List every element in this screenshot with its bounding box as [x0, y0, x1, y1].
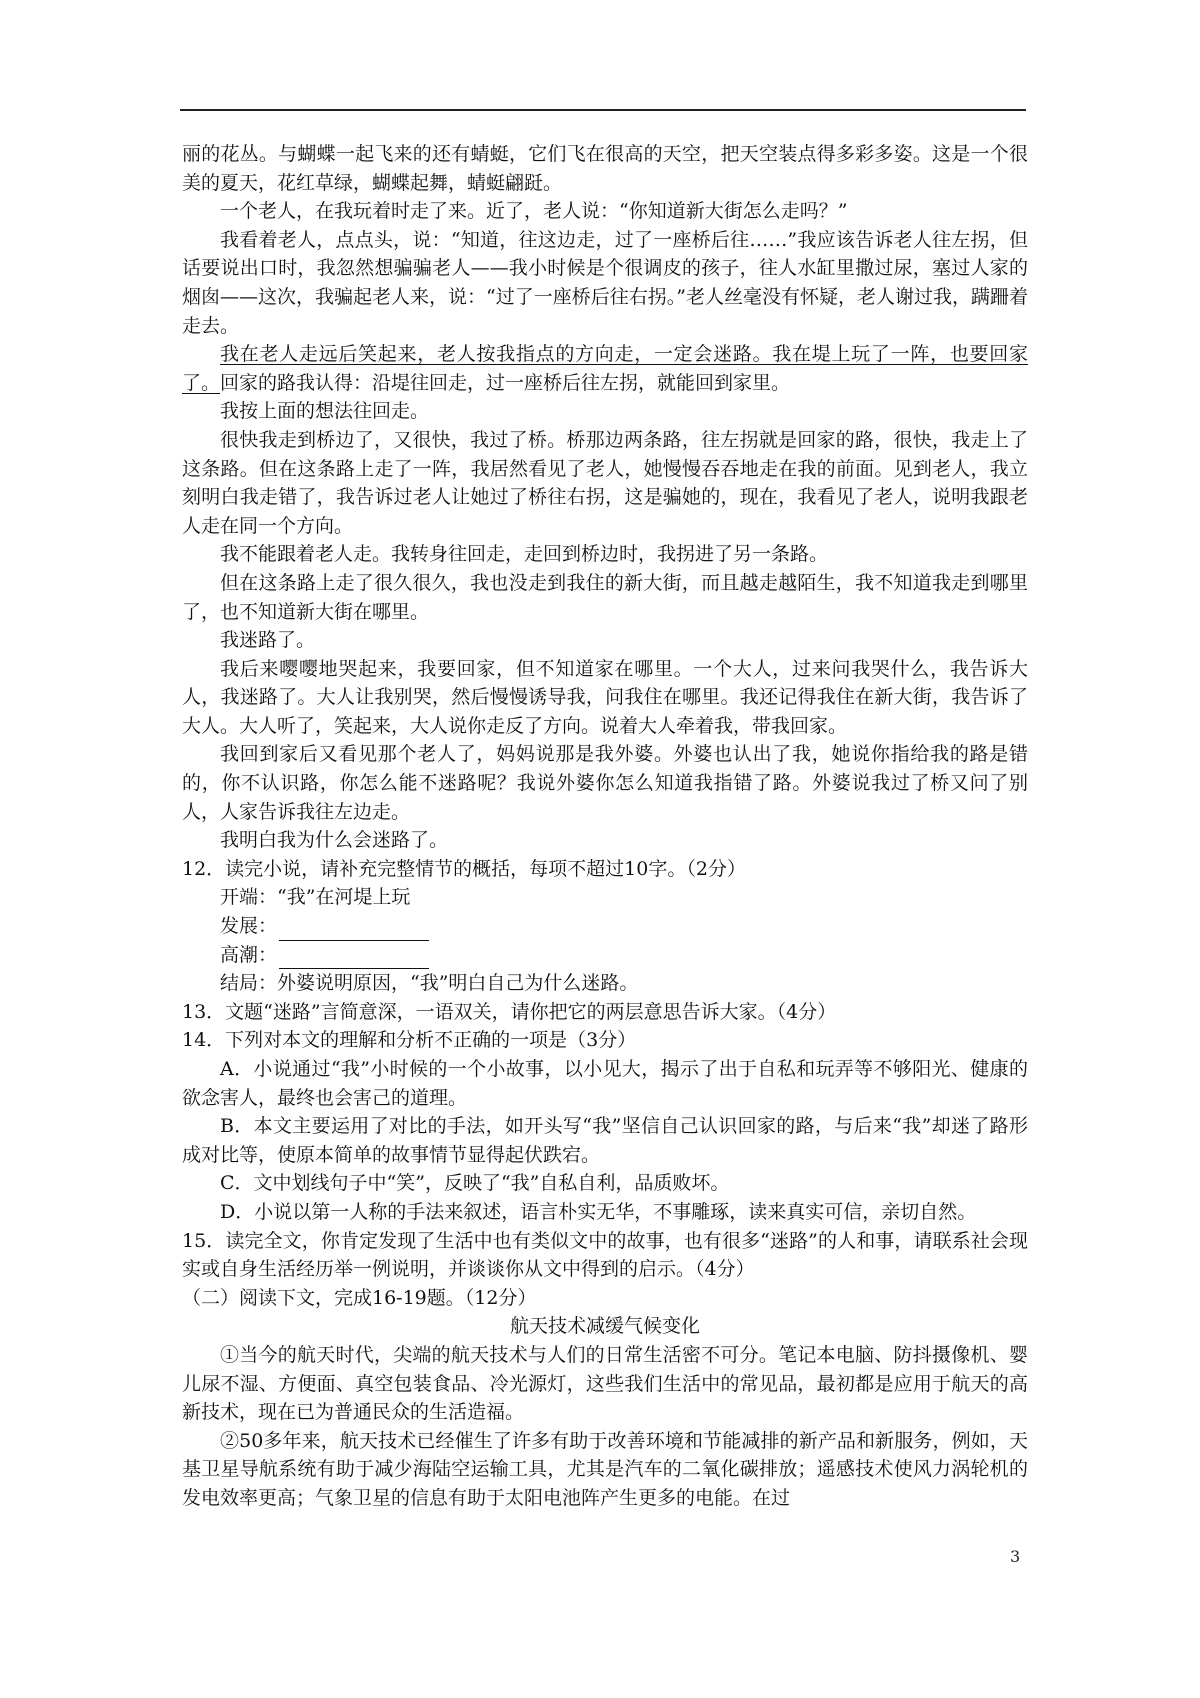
answer-blank-climax[interactable]	[279, 948, 429, 969]
header-rule	[180, 109, 1026, 111]
q14-option-a: A．小说通过“我”小时候的一个小故事，以小见大，揭示了出于自私和玩弄等不够阳光、健康的欲念害人，最终也会害己的道理。	[182, 1058, 1028, 1109]
body-text	[182, 140, 1028, 1513]
question-14: 14．下列对本文的理解和分析不正确的一项是（3分）	[182, 1029, 637, 1052]
answer-blank-development[interactable]	[279, 920, 429, 941]
section-2-heading: （二）阅读下文，完成16-19题。（12分）	[182, 1286, 537, 1309]
article-paragraph-2: ②50多年来，航天技术已经催生了许多有助于改善环境和节能减排的新产品和新服务，例如，天基卫星导航系统有助于减少海陆空运输工具，尤其是汽车的二氧化碳排放；遥感技术使风力涡轮机的发电效率更高；气象卫星的信息有助于太阳电池阵产生更多的电能。在过	[182, 1429, 1028, 1509]
story-paragraph-1: 丽的花丛。与蝴蝶一起飞来的还有蜻蜓，它们飞在很高的天空，把天空装点得多彩多姿。这是一个很美的夏天，花红草绿，蝴蝶起舞，蜻蜓翩跹。	[182, 143, 1028, 194]
story-paragraph-8: 但在这条路上走了很久很久，我也没走到我住的新大街，而且越走越陌生，我不知道我走到哪里了，也不知道新大街在哪里。	[182, 571, 1028, 623]
q14-option-d: D．小说以第一人称的手法来叙述，语言朴实无华，不事雕琢，读来真实可信，亲切自然。	[220, 1200, 977, 1223]
story-paragraph-10: 我后来嘤嘤地哭起来，我要回家，但不知道家在哪里。一个大人，过来问我哭什么，我告诉大人，我迷路了。大人让我别哭，然后慢慢诱导我，问我住在哪里。我还记得我住在新大街，我告诉了大人。大人听了，笑起来，大人说你走反了方向。说着大人牵着我，带我回家。	[182, 657, 1028, 737]
q12-development-label: 发展：	[220, 915, 278, 938]
question-13: 13．文题“迷路”言简意深，一语双关，请你把它的两层意思告诉大家。（4分）	[182, 1000, 837, 1023]
underlined-sentence: 我在老人走远后笑起来，老人按我指点的方向走，一定会迷路。我在堤上玩了一阵，也要回家了。	[182, 343, 1028, 394]
story-paragraph-4	[182, 340, 1028, 397]
q14-option-b: B．本文主要运用了对比的手法，如开头写“我”坚信自己认识回家的路，与后来“我”却迷了路形成对比等，使原本简单的故事情节显得起伏跌宕。	[182, 1115, 1028, 1166]
story-paragraph-5: 我按上面的想法往回走。	[220, 400, 430, 423]
q12-development	[182, 912, 1028, 941]
story-paragraph-4-rest: 回家的路我认得：沿堤往回走，过一座桥后往左拐，就能回到家里。	[220, 371, 791, 394]
article-title: 航天技术减缓气候变化	[509, 1315, 700, 1338]
page-number: 3	[1010, 1547, 1021, 1566]
q12-start: 开端：“我”在河堤上玩	[220, 886, 411, 909]
story-paragraph-6: 很快我走到桥边了，又很快，我过了桥。桥那边两条路，往左拐就是回家的路，很快，我走上了这条路。但在这条路上走了一阵，我居然看见了老人，她慢慢吞吞地走在我的前面。见到老人，我立刻明白我走错了，我告诉过老人让她过了桥往右拐，这是骗她的，现在，我看见了老人，说明我跟老人走在同一个方向。	[182, 428, 1028, 537]
q12-ending: 结局：外婆说明原因，“我”明白自己为什么迷路。	[220, 972, 639, 995]
article-paragraph-1: ①当今的航天时代，尖端的航天技术与人们的日常生活密不可分。笔记本电脑、防抖摄像机、婴儿尿不湿、方便面、真空包装食品、冷光源灯，这些我们生活中的常见品，最初都是应用于航天的高新技术，现在已为普通民众的生活造福。	[182, 1343, 1028, 1424]
question-12: 12．读完小说，请补充完整情节的概括，每项不超过10字。（2分）	[182, 857, 746, 880]
question-15: 15．读完全文，你肯定发现了生活中也有类似文中的故事，也有很多“迷路”的人和事，请联系社会现实或自身生活经历举一例说明，并谈谈你从文中得到的启示。（4分）	[182, 1229, 1028, 1281]
story-paragraph-11: 我回到家后又看见那个老人了，妈妈说那是我外婆。外婆也认出了我，她说你指给我的路是错的，你不认识路，你怎么能不迷路呢？我说外婆你怎么知道我指错了路。外婆说我过了桥又问了别人，人家告诉我往左边走。	[182, 743, 1028, 823]
story-paragraph-7: 我不能跟着老人走。我转身往回走，走回到桥边时，我拐进了另一条路。	[220, 543, 829, 566]
q12-climax-label: 高潮：	[220, 943, 278, 966]
story-paragraph-12: 我明白我为什么会迷路了。	[220, 829, 449, 852]
story-paragraph-9: 我迷路了。	[220, 629, 316, 652]
story-paragraph-3: 我看着老人，点点头，说：“知道，往这边走，过了一座桥后往……”我应该告诉老人往左拐，但话要说出口时，我忽然想骗骗老人——我小时候是个很调皮的孩子，往人水缸里撒过尿，塞过人家的烟囱——这次，我骗起老人来，说：“过了一座桥后往右拐。”老人丝毫没有怀疑，老人谢过我，蹒跚着走去。	[182, 228, 1028, 337]
q14-option-c: C．文中划线句子中“笑”，反映了“我”自私自利，品质败坏。	[220, 1172, 730, 1195]
story-paragraph-2: 一个老人，在我玩着时走了来。近了，老人说：“你知道新大街怎么走吗？”	[220, 200, 848, 223]
q12-climax	[182, 941, 1028, 970]
